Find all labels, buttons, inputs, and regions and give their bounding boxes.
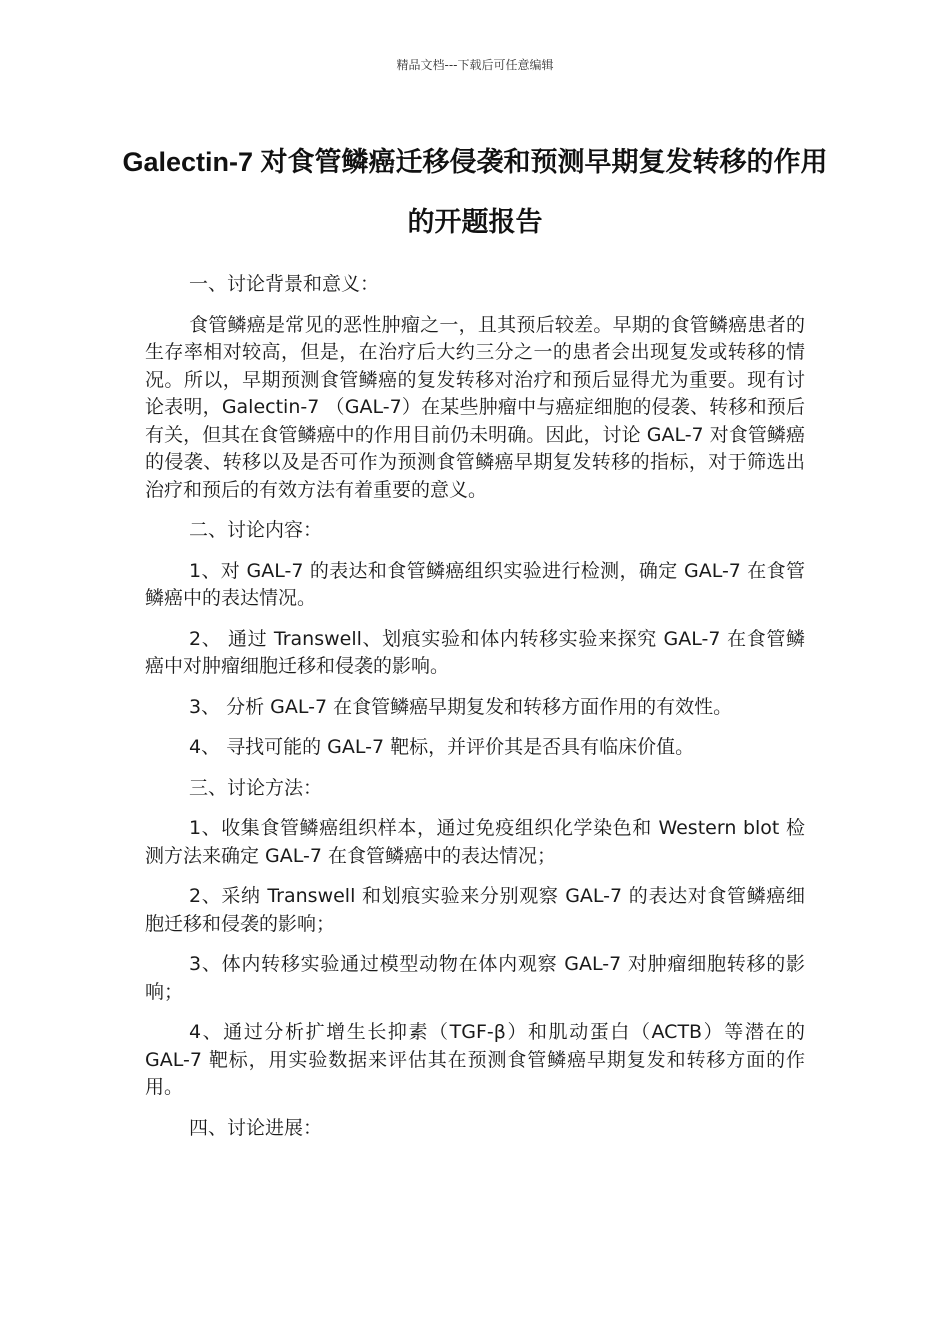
content-item-1: 1、对 GAL-7 的表达和食管鳞癌组织实验进行检测，确定 GAL-7 在食管鳞癌中的表达情况。 — [145, 559, 805, 609]
section-heading-content: 二、讨论内容： — [189, 519, 323, 541]
section-heading-methods: 三、讨论方法： — [189, 776, 323, 799]
content-item-4: 4、 寻找可能的 GAL-7 靶标，并评价其是否具有临床价值。 — [189, 736, 695, 758]
document-body — [145, 271, 805, 1155]
header-note: 精品文档---下载后可任意编辑 — [396, 58, 554, 72]
paragraph-background: 食管鳞癌是常见的恶性肿瘤之一，且其预后较差。早期的食管鳞癌患者的生存率相对较高，但是，在治疗后大约三分之一的患者会出现复发或转移的情况。所以，早期预测食管鳞癌的复发转移对治疗和预后显得尤为重要。现有讨论表明，Galectin-7 （GAL-7）在某些肿瘤中与癌症细胞的侵袭、转移和预后有关，但其在食管鳞癌中的作用目前仍未明确。因此，讨论 GAL-7 对食管鳞癌的侵袭、转移以及是否可作为预测食管鳞癌早期复发转移的指标，对于筛选出治疗和预后的有效方法有着重要的意义。 — [145, 313, 805, 501]
section-heading-background: 一、讨论背景和意义： — [189, 273, 380, 295]
content-item-2: 2、 通过 Transwell、划痕实验和体内转移实验来探究 GAL-7 在食管鳞癌中对肿瘤细胞迁移和侵袭的影响。 — [145, 627, 805, 677]
method-item-4: 4、通过分析扩增生长抑素（TGF-β）和肌动蛋白（ACTB）等潜在的 GAL-7 靶标，用实验数据来评估其在预测食管鳞癌早期复发和转移方面的作用。 — [145, 1021, 805, 1098]
section-heading-progress: 四、讨论进展： — [189, 1116, 323, 1139]
page-title: Galectin-7 对食管鳞癌迁移侵袭和预测早期复发转移的作用的开题报告 — [122, 147, 828, 237]
content-item-3: 3、 分析 GAL-7 在食管鳞癌早期复发和转移方面作用的有效性。 — [189, 695, 733, 718]
method-item-1: 1、收集食管鳞癌组织样本，通过免疫组织化学染色和 Western blot 检测方法来确定 GAL-7 在食管鳞癌中的表达情况； — [145, 817, 805, 867]
method-item-3: 3、体内转移实验通过模型动物在体内观察 GAL-7 对肿瘤细胞转移的影响； — [145, 953, 805, 1003]
method-item-2: 2、采纳 Transwell 和划痕实验来分别观察 GAL-7 的表达对食管鳞癌细胞迁移和侵袭的影响； — [145, 885, 805, 935]
